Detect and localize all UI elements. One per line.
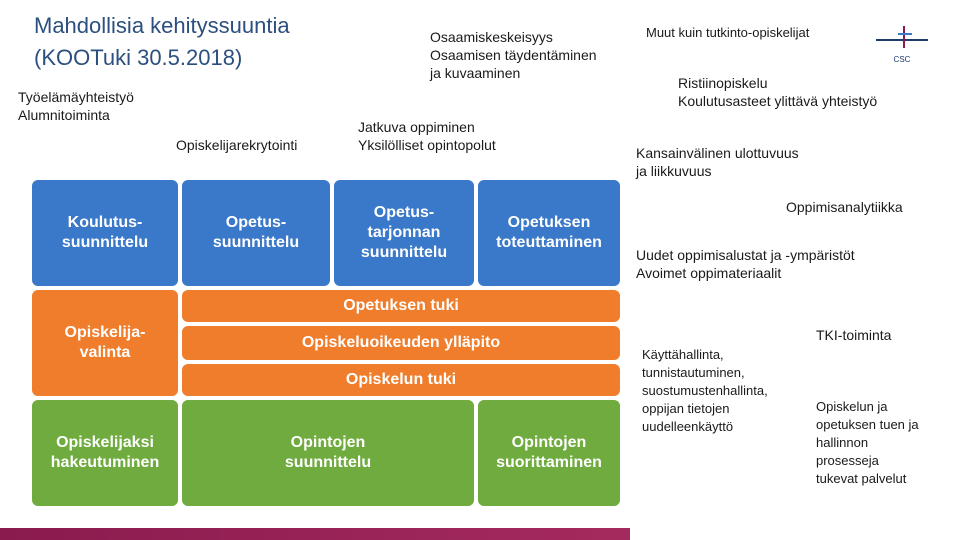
note-oppimisanalytiikka: Oppimisanalytiikka (786, 199, 903, 215)
note-oppimisalustat: Uudet oppimisalustat ja -ympäristöt Avoimet oppimateriaalit (636, 247, 855, 281)
note-opiskelijarekrytointi: Opiskelijarekrytointi (176, 137, 298, 153)
note-kansainvalinen: Kansainvälinen ulottuvuus ja liikkuvuus (636, 145, 799, 179)
box-opiskelun-tuki: Opiskelun tuki (180, 362, 622, 398)
note-tukevat-palvelut: Opiskelun ja opetuksen tuen ja hallinnon prosesseja tukevat palvelut (816, 399, 919, 486)
box-opetuksen-toteuttaminen: Opetuksen toteuttaminen (476, 178, 622, 288)
note-tyoelama: Työelämäyhteistyö Alumnitoiminta (18, 89, 134, 123)
box-opetustarjonnan-suunnittelu: Opetus- tarjonnan suunnittelu (332, 178, 476, 288)
box-opiskeluoikeuden-yllapito: Opiskeluoikeuden ylläpito (180, 324, 622, 362)
note-osaamiskeskeisyys: Osaamiskeskeisyys Osaamisen täydentäminen ja kuvaaminen (430, 29, 597, 81)
title-line-1: Mahdollisia kehityssuuntia (34, 13, 290, 38)
note-kayttahallinta: Käyttähallinta, tunnistautuminen, suostumustenhallinta, oppijan tietojen uudelleenkäyttö (642, 347, 768, 434)
note-muut-opiskelijat: Muut kuin tutkinto-opiskelijat (646, 25, 810, 40)
page-title (34, 10, 290, 74)
box-opetuksen-tuki: Opetuksen tuki (180, 288, 622, 324)
box-koulutussuunnittelu: Koulutus- suunnittelu (30, 178, 180, 288)
box-opintojen-suorittaminen: Opintojen suorittaminen (476, 398, 622, 508)
note-ristiinopiskelu: Ristiinopiskelu Koulutusasteet ylittävä yhteistyö (678, 75, 878, 109)
box-opiskelijavalinta: Opiskelija- valinta (30, 288, 180, 398)
csc-logo-icon (876, 24, 928, 66)
logo-text: CSC (893, 55, 911, 64)
note-tki-toiminta: TKI-toiminta (816, 327, 892, 343)
box-opetussuunnittelu: Opetus- suunnittelu (180, 178, 332, 288)
box-opintojen-suunnittelu: Opintojen suunnittelu (180, 398, 476, 508)
box-opiskelijaksi-hakeutuminen: Opiskelijaksi hakeutuminen (30, 398, 180, 508)
title-line-2: (KOOTuki 30.5.2018) (34, 45, 243, 70)
note-jatkuva-oppiminen: Jatkuva oppiminen Yksilölliset opintopolut (358, 119, 496, 153)
csc-logo (876, 24, 928, 66)
footer-accent-bar (0, 528, 630, 540)
